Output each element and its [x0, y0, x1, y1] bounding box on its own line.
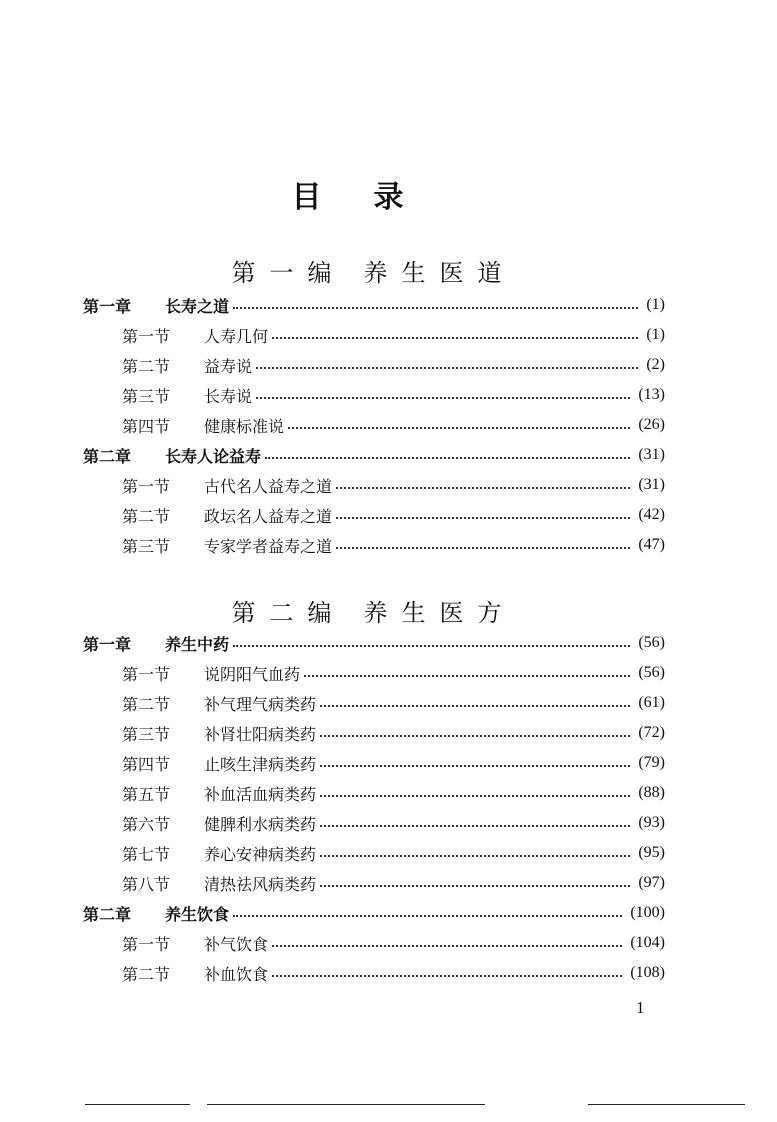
dot-leader — [272, 975, 622, 977]
part-name: 养生医方 — [363, 599, 516, 627]
entry-page: (79) — [638, 754, 665, 771]
entry-title: 养生中药 — [165, 634, 230, 654]
entry-label: 第七节 — [122, 844, 171, 864]
entry-page: (31) — [638, 476, 665, 493]
dot-leader — [320, 735, 630, 737]
page-title: 目录 — [291, 180, 456, 215]
entry-page: (31) — [638, 446, 665, 463]
entry-label: 第一章 — [83, 296, 132, 316]
toc-chapter-row[interactable] — [83, 628, 665, 658]
entry-label: 第一节 — [122, 326, 171, 346]
toc-section-row[interactable] — [83, 808, 665, 838]
entry-title: 养生饮食 — [165, 904, 230, 924]
toc-chapter-row[interactable] — [83, 898, 665, 928]
dot-leader — [304, 675, 630, 677]
entry-title: 补血活血病类药 — [204, 784, 317, 804]
entry-title: 长寿说 — [204, 386, 253, 406]
divider — [207, 1104, 485, 1105]
toc-list-part-2 — [83, 628, 665, 988]
entry-title: 人寿几何 — [204, 326, 269, 346]
entry-label: 第五节 — [122, 784, 171, 804]
entry-title: 古代名人益寿之道 — [204, 476, 333, 496]
part-name: 养生医道 — [363, 259, 516, 287]
toc-section-row[interactable] — [83, 500, 665, 530]
dot-leader — [320, 795, 630, 797]
dot-leader — [336, 487, 630, 489]
entry-title: 补血饮食 — [204, 964, 269, 984]
dot-leader — [256, 397, 630, 399]
toc-section-row[interactable] — [83, 868, 665, 898]
entry-label: 第二节 — [122, 506, 171, 526]
toc-list-part-1 — [83, 290, 665, 560]
toc-section-row[interactable] — [83, 530, 665, 560]
toc-chapter-row[interactable] — [83, 440, 665, 470]
entry-page: (1) — [646, 326, 665, 343]
entry-label: 第二章 — [83, 904, 132, 924]
entry-page: (2) — [646, 356, 665, 373]
entry-title: 补气饮食 — [204, 934, 269, 954]
part-label: 第一编 — [231, 259, 346, 287]
entry-label: 第三节 — [122, 386, 171, 406]
entry-page: (47) — [638, 536, 665, 553]
dot-leader — [233, 915, 622, 917]
entry-label: 第一节 — [122, 476, 171, 496]
dot-leader — [320, 705, 630, 707]
entry-title: 补肾壮阳病类药 — [204, 724, 317, 744]
dot-leader — [256, 367, 638, 369]
entry-label: 第二节 — [122, 356, 171, 376]
toc-section-row[interactable] — [83, 470, 665, 500]
entry-label: 第四节 — [122, 754, 171, 774]
entry-title: 健脾利水病类药 — [204, 814, 317, 834]
entry-label: 第四节 — [122, 416, 171, 436]
dot-leader — [336, 547, 630, 549]
entry-page: (100) — [630, 904, 665, 921]
dot-leader — [320, 765, 630, 767]
part-heading — [0, 253, 747, 288]
dot-leader — [320, 885, 630, 887]
entry-label: 第一章 — [83, 634, 132, 654]
entry-label: 第二节 — [122, 964, 171, 984]
entry-title: 健康标准说 — [204, 416, 285, 436]
entry-title: 益寿说 — [204, 356, 253, 376]
dot-leader — [320, 855, 630, 857]
entry-page: (13) — [638, 386, 665, 403]
entry-page: (108) — [630, 964, 665, 981]
entry-title: 说阴阳气血药 — [204, 664, 301, 684]
toc-chapter-row[interactable] — [83, 290, 665, 320]
entry-title: 养心安神病类药 — [204, 844, 317, 864]
entry-label: 第二章 — [83, 446, 132, 466]
toc-section-row[interactable] — [83, 320, 665, 350]
entry-title: 政坛名人益寿之道 — [204, 506, 333, 526]
toc-section-row[interactable] — [83, 928, 665, 958]
entry-label: 第三节 — [122, 536, 171, 556]
toc-section-row[interactable] — [83, 380, 665, 410]
entry-title: 补气理气病类药 — [204, 694, 317, 714]
entry-page: (95) — [638, 844, 665, 861]
toc-section-row[interactable] — [83, 658, 665, 688]
toc-section-row[interactable] — [83, 718, 665, 748]
entry-title: 专家学者益寿之道 — [204, 536, 333, 556]
entry-title: 长寿之道 — [165, 296, 230, 316]
toc-section-row[interactable] — [83, 778, 665, 808]
part-heading — [0, 593, 747, 628]
toc-section-row[interactable] — [83, 688, 665, 718]
toc-section-row[interactable] — [83, 958, 665, 988]
entry-page: (42) — [638, 506, 665, 523]
dot-leader — [265, 457, 630, 459]
divider — [588, 1104, 745, 1105]
entry-page: (61) — [638, 694, 665, 711]
dot-leader — [233, 307, 638, 309]
entry-title: 清热祛风病类药 — [204, 874, 317, 894]
entry-label: 第六节 — [122, 814, 171, 834]
entry-label: 第八节 — [122, 874, 171, 894]
entry-page: (93) — [638, 814, 665, 831]
entry-page: (88) — [638, 784, 665, 801]
entry-page: (104) — [630, 934, 665, 951]
entry-title: 止咳生津病类药 — [204, 754, 317, 774]
entry-page: (56) — [638, 664, 665, 681]
entry-label: 第二节 — [122, 694, 171, 714]
dot-leader — [272, 945, 622, 947]
dot-leader — [336, 517, 630, 519]
dot-leader — [233, 645, 630, 647]
entry-page: (56) — [638, 634, 665, 651]
entry-title: 长寿人论益寿 — [165, 446, 262, 466]
entry-label: 第一节 — [122, 934, 171, 954]
toc-section-row[interactable] — [83, 748, 665, 778]
toc-section-row[interactable] — [83, 350, 665, 380]
entry-page: (97) — [638, 874, 665, 891]
toc-section-row[interactable] — [83, 838, 665, 868]
dot-leader — [320, 825, 630, 827]
entry-label: 第一节 — [122, 664, 171, 684]
dot-leader — [288, 427, 630, 429]
toc-section-row[interactable] — [83, 410, 665, 440]
dot-leader — [272, 337, 638, 339]
divider — [85, 1104, 190, 1105]
part-label: 第二编 — [231, 599, 346, 627]
entry-page: (26) — [638, 416, 665, 433]
entry-label: 第三节 — [122, 724, 171, 744]
entry-page: (72) — [638, 724, 665, 741]
page-number: 1 — [636, 998, 645, 1017]
entry-page: (1) — [646, 296, 665, 313]
